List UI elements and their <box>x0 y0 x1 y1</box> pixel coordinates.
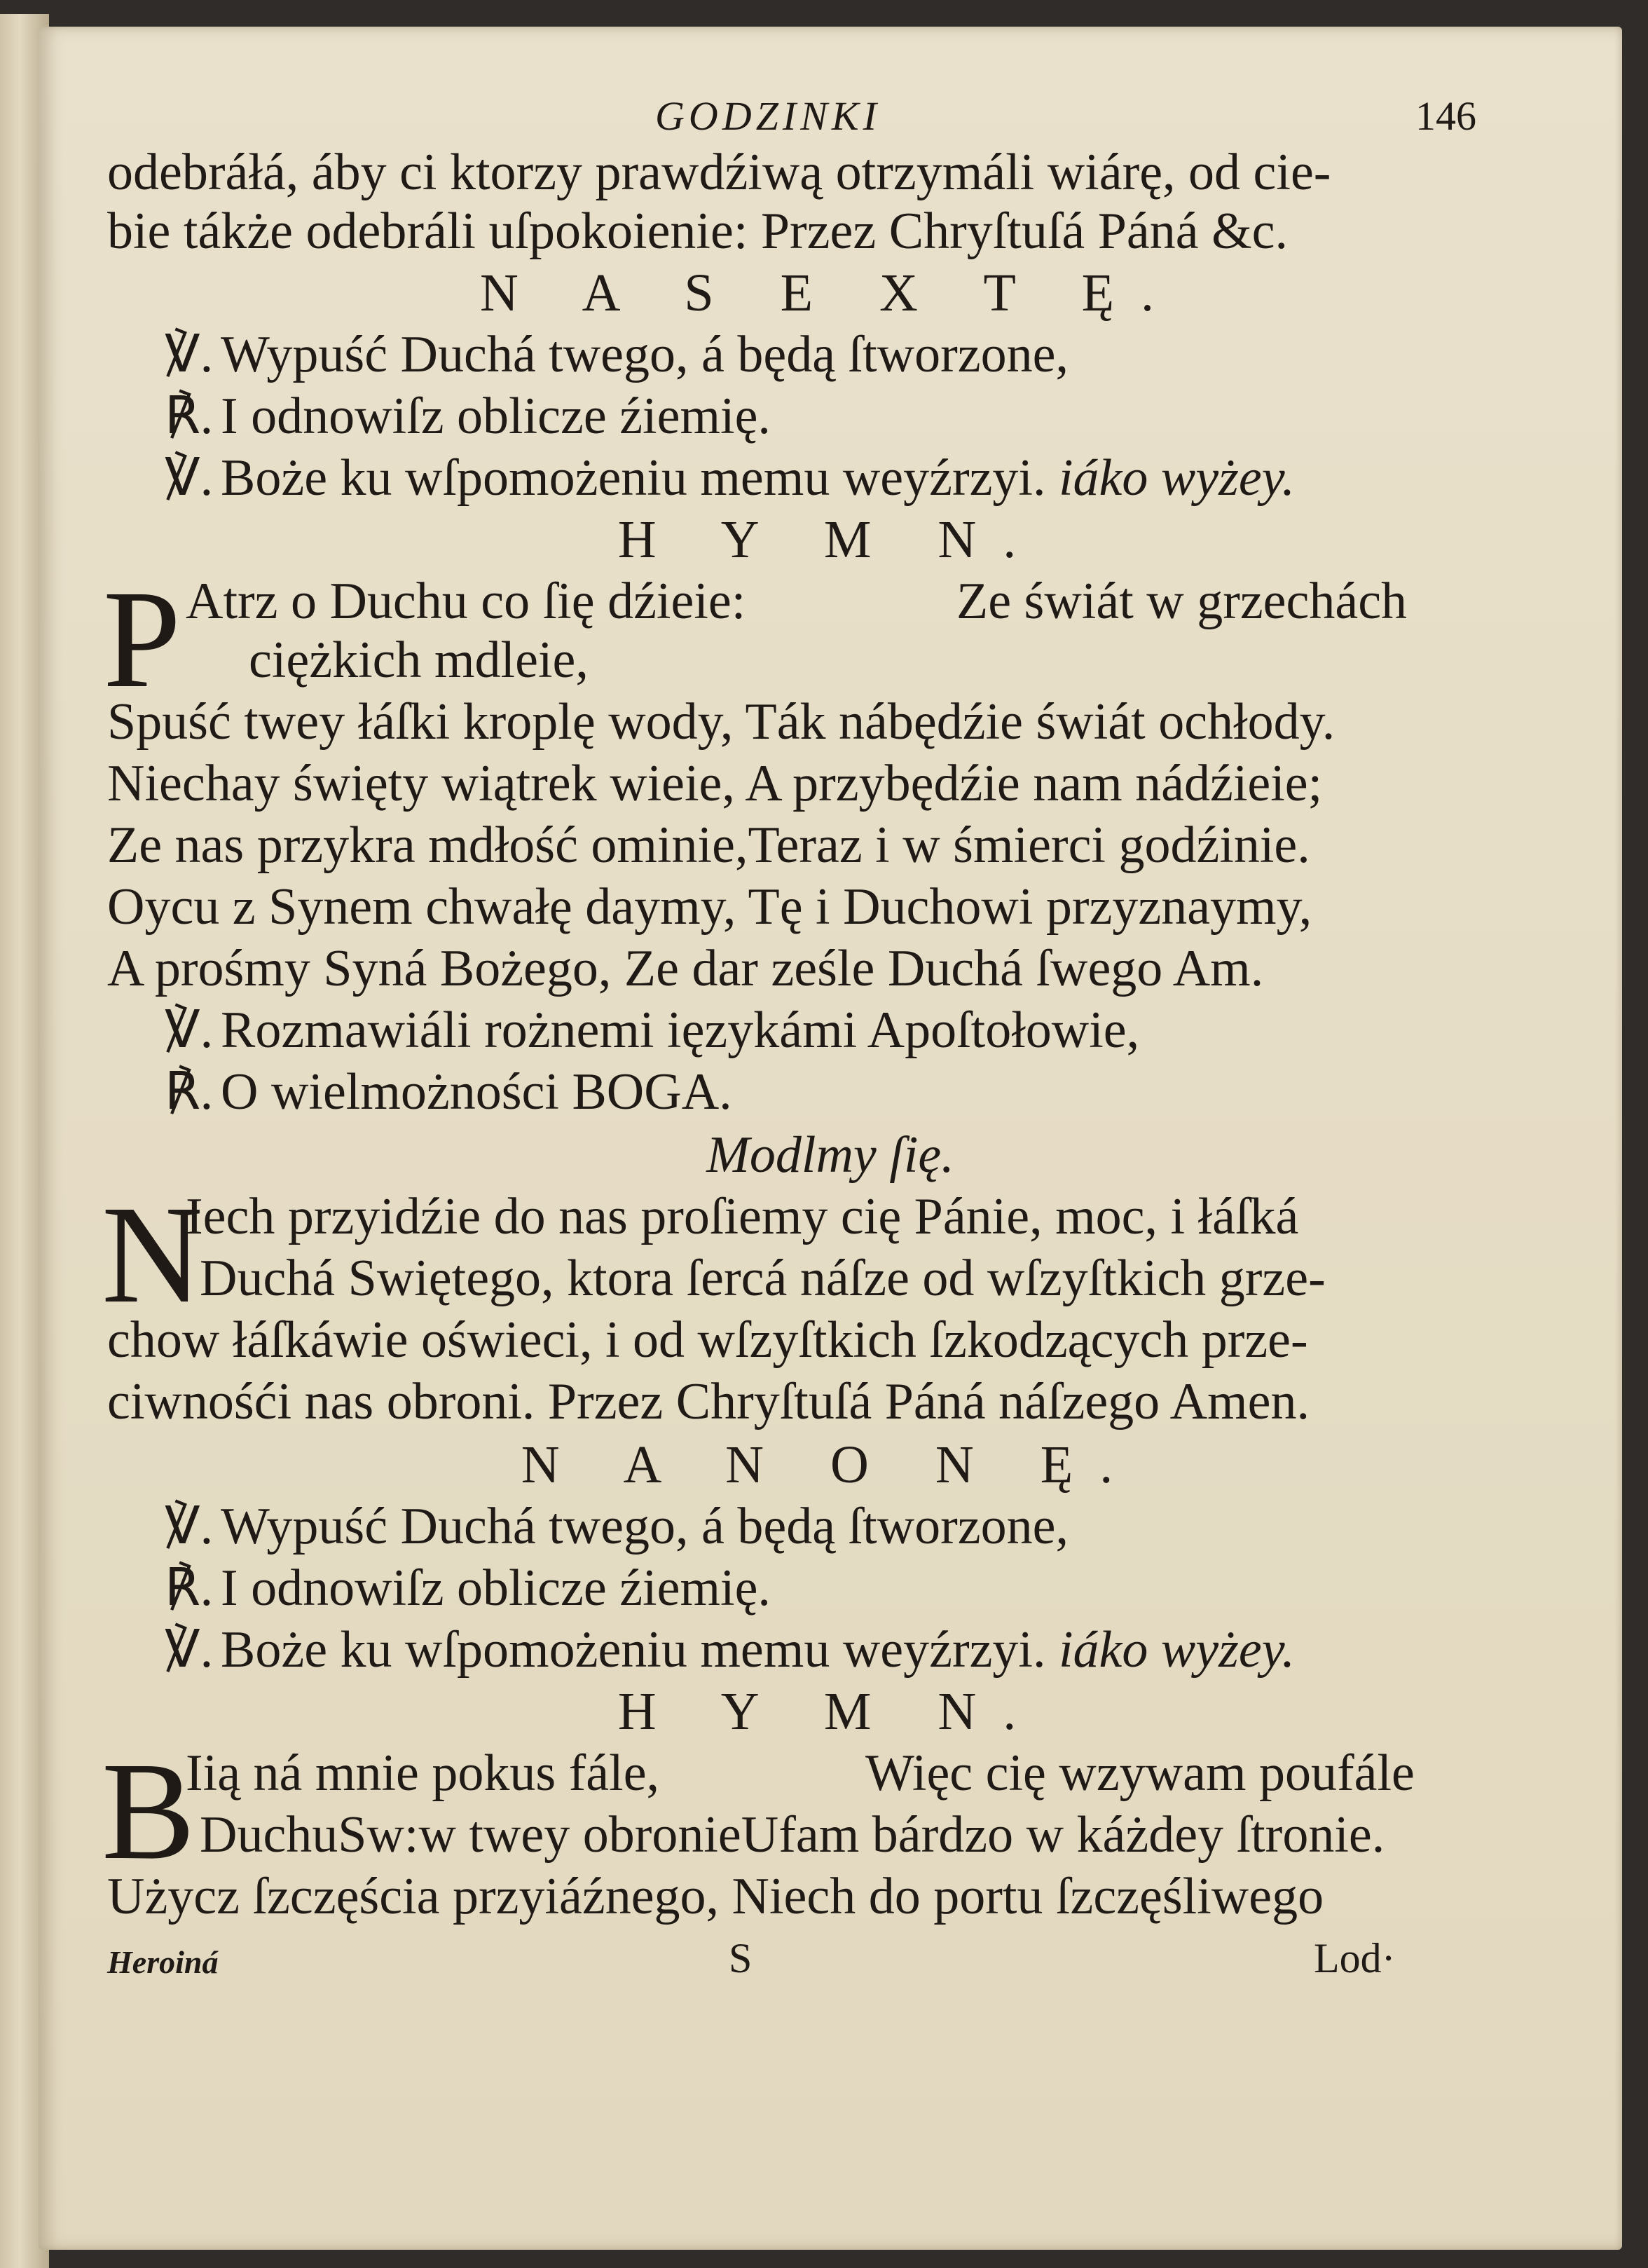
prayer-line: chow łáſkáwie oświeci, i od wſzyſtkich ſzkodzących prze- <box>107 1311 1308 1369</box>
hymn-line-right: Ze świát w grzechách <box>956 573 1408 630</box>
page-number: 146 <box>1415 93 1476 139</box>
hymn-title: H Y M N. <box>617 510 1043 569</box>
hymn-line: Oycu z Synem chwałę daymy, Tę i Duchowi przyznaymy, <box>107 878 1312 936</box>
italic-note: iáko wyżey. <box>1059 449 1296 507</box>
hymn-line: Iią ná mnie pokus fále, <box>186 1744 660 1802</box>
section-title-sext: N A S E X T Ę. <box>479 264 1181 322</box>
prayer-line: Duchá Swiętego, ktora ſercá náſze od wſzyſtkich grze- <box>200 1250 1326 1307</box>
prayer-line: ciwnośći nas obroni. Przez Chryſtuſá Páná náſzego Amen. <box>107 1373 1310 1430</box>
prayer-title: Modlmy ſię. <box>706 1126 954 1184</box>
hymn-line: DuchuSw:w twey obronieUfam bárdzo w káżdey ſtronie. <box>200 1806 1385 1864</box>
response-text: I odnowiſz oblicze źiemię. <box>221 1559 771 1617</box>
hymn-line: Spuść twey łáſki kroplę wody, Ták nábędźie świát ochłody. <box>107 693 1335 751</box>
running-head: GODZINKI <box>655 93 881 139</box>
hymn-line: Atrz o Duchu co ſię dźieie: <box>186 573 746 630</box>
hymn-line: A prośmy Syná Bożego, Ze dar ześle Duchá ſwego Am. <box>107 940 1264 997</box>
hymn-title: H Y M N. <box>617 1682 1043 1741</box>
response-sigil: ℟. <box>165 388 214 445</box>
text-line: odebráłá, áby ci ktorzy prawdźiwą otrzymáli wiárę, od cie- <box>107 144 1331 201</box>
versicle-text: Wypuść Duchá twego, á będą ſtworzone, <box>221 1498 1069 1555</box>
text-line: bie tákże odebráli uſpokoienie: Przez Chryſtuſá Páná &c. <box>107 203 1288 260</box>
signature-mark: S <box>729 1935 753 1981</box>
hymn-line: Niechay święty wiątrek wieie, A przybędźie nam nádźieie; <box>107 755 1323 812</box>
versicle-sigil: ℣. <box>165 1621 214 1679</box>
italic-note: iáko wyżey. <box>1059 1621 1296 1679</box>
drop-cap: N <box>102 1177 203 1332</box>
prayer-line: Iech przyidźie do nas proſiemy cię Pánie, moc, i łáſká <box>186 1188 1299 1245</box>
hymn-line: ciężkich mdleie, <box>249 631 589 689</box>
versicle-sigil: ℣. <box>165 326 214 383</box>
drop-cap: B <box>102 1734 195 1889</box>
section-title-none: N A N O N Ę. <box>521 1435 1140 1494</box>
hymn-line-right: Więc cię wzywam poufále <box>865 1744 1415 1802</box>
versicle-text: Boże ku wſpomożeniu memu weyźrzyi. iáko wyżey. <box>221 1621 1296 1679</box>
versicle-text: Boże ku wſpomożeniu memu weyźrzyi. iáko wyżey. <box>221 449 1296 507</box>
response-sigil: ℟. <box>165 1063 214 1121</box>
hymn-line: Użycz ſzczęścia przyiáźnego, Niech do portu ſzczęśliwego <box>107 1868 1324 1925</box>
response-text: O wielmożności BOGA. <box>221 1063 732 1121</box>
book-page <box>39 27 1622 2250</box>
versicle-text: Wypuść Duchá twego, á będą ſtworzone, <box>221 326 1069 383</box>
versicle-sigil: ℣. <box>165 449 214 507</box>
response-sigil: ℟. <box>165 1559 214 1617</box>
versicle-sigil: ℣. <box>165 1498 214 1555</box>
catchword: Lod· <box>1314 1935 1396 1981</box>
response-text: I odnowiſz oblicze źiemię. <box>221 388 771 445</box>
footer-note: Heroiná <box>107 1944 219 1980</box>
drop-cap: P <box>103 562 181 717</box>
versicle-sigil: ℣. <box>165 1002 214 1059</box>
hymn-line: Ze nas przykra mdłość ominie,Teraz i w śmierci godźinie. <box>107 817 1310 874</box>
versicle-text: Rozmawiáli rożnemi ięzykámi Apoſtołowie, <box>221 1002 1140 1059</box>
